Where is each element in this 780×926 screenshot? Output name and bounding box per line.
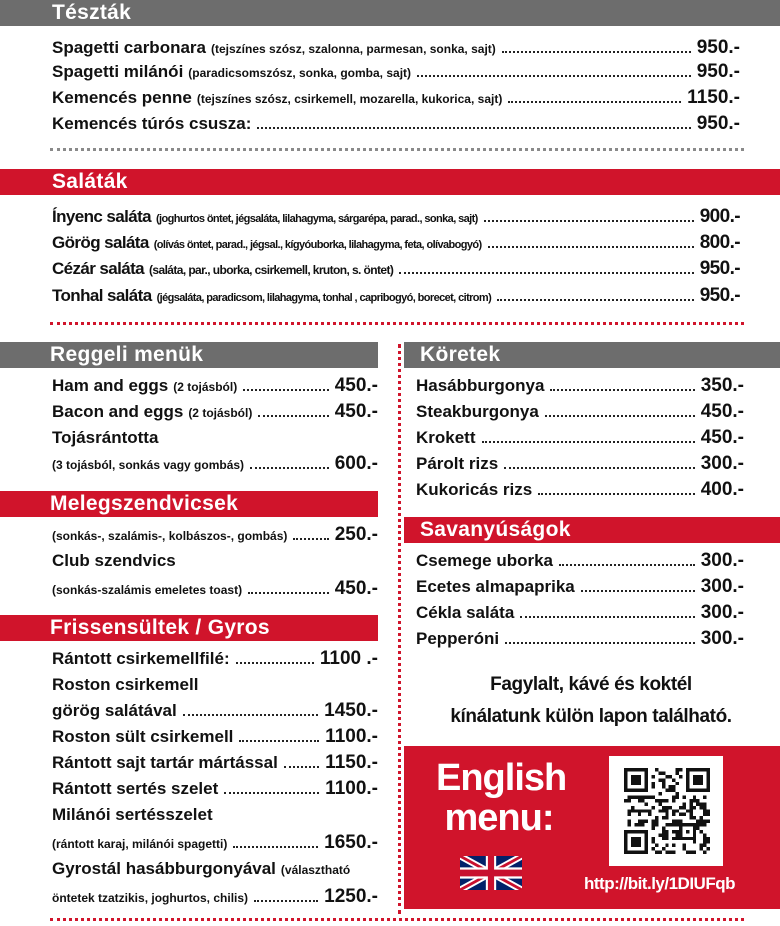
item-price: 1650.-	[324, 832, 378, 853]
item-price: 450.-	[700, 427, 744, 448]
item-price: 1100.-	[325, 726, 378, 747]
item-name: Milánói sertésszelet	[52, 805, 213, 824]
dot-leader	[520, 606, 694, 618]
menu-item	[52, 752, 378, 774]
item-name: Gyrostál hasábburgonyával	[52, 859, 276, 878]
dot-leader	[258, 405, 328, 417]
item-price: 1150.-	[687, 87, 740, 108]
item-price: 300.-	[700, 576, 744, 597]
item-price: 300.-	[700, 550, 744, 571]
menu-item	[52, 401, 378, 423]
menu-item	[52, 778, 378, 800]
item-name: Spagetti carbonara	[52, 38, 206, 57]
dot-leader	[254, 890, 318, 902]
item-name: Ínyenc saláta	[52, 207, 151, 226]
menu-item	[52, 87, 740, 109]
item-name: Cézár saláta	[52, 259, 145, 278]
dot-leader	[497, 289, 694, 301]
item-name: Spagetti milánói	[52, 62, 184, 81]
column-divider	[398, 344, 401, 914]
item-price: 300.-	[700, 628, 744, 649]
divider	[50, 322, 744, 325]
item-price: 900.-	[699, 206, 740, 227]
item-name: Kemencés túrós csusza:	[52, 114, 252, 133]
dot-leader	[508, 91, 681, 103]
section-header-meleg: Melegszendvicsek	[0, 491, 378, 517]
item-price: 300.-	[700, 602, 744, 623]
info-note-line2: kínálatunk külön lapon található.	[450, 706, 732, 727]
uk-flag-icon	[460, 856, 522, 890]
item-price: 450.-	[334, 578, 378, 599]
dot-leader	[559, 554, 695, 566]
item-desc: (jégsaláta, paradicsom, lilahagyma, tonhal , capribogyó, borecet, citrom)	[156, 292, 492, 304]
item-desc: (2 tojásból)	[173, 380, 238, 394]
item-desc: (3 tojásból, sonkás vagy gombás)	[52, 458, 245, 472]
menu-item	[52, 832, 378, 854]
item-name: Bacon and eggs	[52, 402, 184, 421]
item-price: 950.-	[699, 258, 740, 279]
dot-leader	[243, 379, 328, 391]
section-header-friss: Frissensültek / Gyros	[0, 615, 378, 641]
item-name: Cékla saláta	[416, 603, 515, 622]
menu-item	[52, 37, 740, 59]
menu-item	[52, 886, 378, 908]
divider	[50, 918, 744, 921]
dot-leader	[482, 431, 695, 443]
item-price: 1100.-	[325, 778, 378, 799]
item-price: 800.-	[699, 232, 740, 253]
menu-item	[416, 427, 744, 449]
menu-item	[416, 479, 744, 501]
item-name: Kemencés penne	[52, 88, 192, 107]
menu-item	[416, 576, 744, 598]
menu-item	[52, 232, 740, 254]
item-name: Kukoricás rizs	[416, 480, 533, 499]
menu-item	[52, 113, 740, 135]
item-name: Roston csirkemell	[52, 675, 199, 694]
menu-item	[52, 375, 378, 397]
dot-leader	[236, 652, 314, 664]
item-name: Hasábburgonya	[416, 376, 545, 395]
menu-item	[52, 453, 378, 475]
item-desc: (2 tojásból)	[188, 406, 253, 420]
menu-item	[52, 674, 378, 696]
item-name: Tonhal saláta	[52, 286, 152, 305]
item-price: 1150.-	[325, 752, 378, 773]
item-desc: (sonkás-, szalámis-, kolbászos-, gombás)	[52, 529, 288, 543]
item-price: 1450.-	[324, 700, 378, 721]
menu-item	[52, 700, 378, 722]
item-price: 250.-	[334, 524, 378, 545]
section-header-salatak: Saláták	[0, 169, 780, 195]
item-desc: (joghurtos öntet, jégsaláta, lilahagyma, sárgarépa, parad., sonka, sajt)	[155, 213, 478, 225]
item-price: 600.-	[334, 453, 378, 474]
item-price: 950.-	[696, 113, 740, 134]
qr-code-box	[609, 756, 723, 866]
item-name: Rántott sajt tartár mártással	[52, 753, 278, 772]
section-header-reggeli: Reggeli menük	[0, 342, 378, 368]
item-name: Pepperóni	[416, 629, 500, 648]
item-name: Roston sült csirkemell	[52, 727, 234, 746]
dot-leader	[293, 528, 328, 540]
menu-item	[416, 602, 744, 624]
dot-leader	[488, 236, 694, 248]
menu-item	[52, 206, 740, 228]
menu-item	[416, 453, 744, 475]
dot-leader	[239, 730, 319, 742]
dot-leader	[550, 379, 694, 391]
dot-leader	[233, 836, 318, 848]
item-price: 950.-	[696, 61, 740, 82]
item-name: Csemege uborka	[416, 551, 553, 570]
item-desc: öntetek tzatzikis, joghurtos, chilis)	[52, 891, 249, 905]
item-desc: (választható	[280, 863, 351, 877]
english-menu-title	[436, 757, 567, 839]
english-menu-line1: English	[436, 757, 567, 799]
divider	[50, 148, 744, 151]
item-desc: (saláta, par., uborka, csirkemell, kruton, s. öntet)	[149, 263, 394, 277]
item-price: 450.-	[700, 401, 744, 422]
item-price: 450.-	[334, 375, 378, 396]
qr-code-icon	[624, 768, 710, 854]
item-price: 950.-	[696, 37, 740, 58]
item-price: 350.-	[700, 375, 744, 396]
menu-item	[52, 427, 378, 449]
item-name: Steakburgonya	[416, 402, 539, 421]
item-desc: (olívás öntet, parad., jégsal., kígyóuborka, lilahagyma, feta, olívabogyó)	[153, 239, 482, 251]
dot-leader	[183, 704, 318, 716]
item-name: Rántott csirkemellfilé:	[52, 649, 230, 668]
menu-item	[52, 726, 378, 748]
menu-item	[52, 524, 378, 546]
item-name: Ecetes almapaprika	[416, 577, 575, 596]
english-menu-line2: menu:	[444, 797, 554, 839]
dot-leader	[250, 457, 329, 469]
english-menu-url[interactable]: http://bit.ly/1DIUFqb	[584, 874, 735, 893]
menu-item	[52, 858, 378, 880]
menu-item	[52, 550, 378, 572]
menu-item	[52, 285, 740, 307]
dot-leader	[248, 582, 329, 594]
dot-leader	[399, 262, 693, 274]
dot-leader	[257, 117, 690, 129]
item-price: 400.-	[700, 479, 744, 500]
item-desc: (sonkás-szalámis emeletes toast)	[52, 583, 243, 597]
dot-leader	[538, 483, 694, 495]
item-name: Club szendvics	[52, 551, 176, 570]
info-note-line1: Fagylalt, kávé és koktél	[490, 674, 692, 695]
item-name: Görög saláta	[52, 233, 149, 252]
dot-leader	[284, 756, 319, 768]
item-price: 950.-	[699, 285, 740, 306]
dot-leader	[545, 405, 695, 417]
menu-item	[416, 375, 744, 397]
dot-leader	[504, 457, 694, 469]
menu-item	[416, 550, 744, 572]
menu-item	[52, 804, 378, 826]
item-name: Rántott sertés szelet	[52, 779, 219, 798]
item-desc: (tejszínes szósz, szalonna, parmesan, sonka, sajt)	[211, 42, 496, 56]
dot-leader	[417, 65, 691, 77]
item-price: 450.-	[334, 401, 378, 422]
dot-leader	[581, 580, 695, 592]
menu-item	[52, 648, 378, 670]
menu-item	[416, 401, 744, 423]
item-desc: (paradicsomszósz, sonka, gomba, sajt)	[188, 66, 412, 80]
section-header-savanyu: Savanyúságok	[404, 517, 780, 543]
item-name: Tojásrántotta	[52, 428, 159, 447]
item-price: 300.-	[700, 453, 744, 474]
section-header-koretek: Köretek	[404, 342, 780, 368]
item-name: Párolt rizs	[416, 454, 499, 473]
menu-item	[52, 258, 740, 280]
menu-item	[52, 61, 740, 83]
item-name: Ham and eggs	[52, 376, 169, 395]
item-name: görög salátával	[52, 701, 177, 720]
dot-leader	[224, 782, 319, 794]
section-header-tesztak: Tészták	[0, 0, 780, 26]
item-desc: (rántott karaj, milánói spagetti)	[52, 837, 228, 851]
item-desc: (tejszínes szósz, csirkemell, mozarella, kukorica, sajt)	[196, 92, 503, 106]
menu-item	[416, 628, 744, 650]
english-menu-panel	[404, 746, 780, 909]
item-price: 1250.-	[324, 886, 378, 907]
menu-item	[52, 578, 378, 600]
dot-leader	[484, 210, 694, 222]
item-price: 1100 .-	[319, 648, 378, 669]
item-name: Krokett	[416, 428, 476, 447]
dot-leader	[505, 632, 695, 644]
dot-leader	[502, 41, 691, 53]
